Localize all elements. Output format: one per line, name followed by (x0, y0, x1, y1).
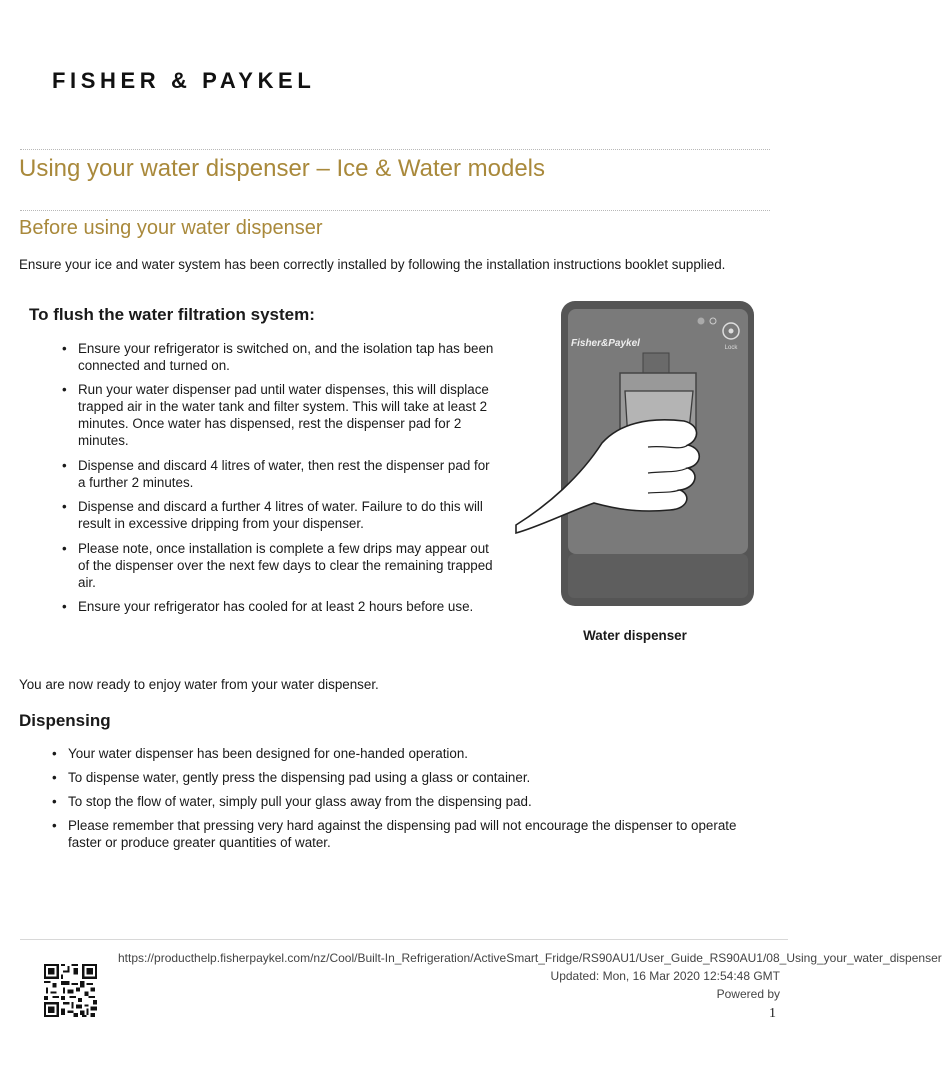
drip-tray (568, 554, 748, 598)
lock-label: Lock (724, 345, 738, 351)
updated-timestamp: Updated: Mon, 16 Mar 2020 12:54:48 GMT (550, 969, 780, 983)
list-item: • Dispense and discard a further 4 litres of water. Failure to do this will result in excessive dripping from your dispenser. (60, 498, 500, 532)
list-item: • Ensure your refrigerator is switched on, and the isolation tap has been connected and turned on. (60, 340, 500, 374)
lock-icon-dot (729, 329, 734, 334)
divider (20, 210, 770, 211)
light-icon (698, 318, 705, 325)
flush-heading: To flush the water filtration system: (29, 305, 315, 324)
brand-logo: FISHER & PAYKEL (52, 68, 316, 93)
powered-by: Powered by (716, 987, 780, 1001)
figure-caption: Water dispenser (583, 628, 687, 643)
page-number: 1 (769, 1006, 776, 1021)
section-title: Before using your water dispenser (19, 217, 323, 239)
footer-divider (20, 939, 788, 940)
flush-list (60, 340, 500, 622)
list-item: • Ensure your refrigerator has cooled for at least 2 hours before use. (60, 598, 500, 615)
list-item: • Please remember that pressing very hard against the dispensing pad will not encourage the dispenser to operate faster or produce greater quantities of water. (50, 817, 750, 851)
list-item: • Dispense and discard 4 litres of water, then rest the dispenser pad for a further 2 minutes. (60, 457, 500, 491)
dispensing-list (50, 745, 750, 858)
source-url[interactable]: https://producthelp.fisherpaykel.com/nz/Cool/Built-In_Refrigeration/ActiveSmart_Fridge/RS90AU1/User_Guide_RS90AU1/08_Using_your_water_dispenser (118, 951, 942, 965)
list-item: • To dispense water, gently press the dispensing pad using a glass or container. (50, 769, 750, 786)
water-dispenser-illustration (508, 295, 778, 615)
dispensing-heading: Dispensing (19, 711, 111, 730)
intro-text: Ensure your ice and water system has been correctly installed by following the installation instructions booklet supplied. (19, 257, 726, 272)
divider (20, 149, 770, 150)
list-item: • Please note, once installation is complete a few drips may appear out of the dispenser over the next few days to clear the remaining trapped air. (60, 540, 500, 591)
list-item: • To stop the flow of water, simply pull your glass away from the dispensing pad. (50, 793, 750, 810)
dispenser-nozzle (643, 353, 669, 373)
qr-code-icon (44, 964, 97, 1017)
panel-logo: Fisher&Paykel (571, 338, 640, 349)
ready-text: You are now ready to enjoy water from your water dispenser. (19, 677, 379, 692)
list-item: • Your water dispenser has been designed for one-handed operation. (50, 745, 750, 762)
list-item: • Run your water dispenser pad until water dispenses, this will displace trapped air in the water tank and filter system. This will take at least 2 minutes. Once water has dispensed, rest the dispenser pad for 2 minutes. (60, 381, 500, 449)
page-title: Using your water dispenser – Ice & Water models (19, 155, 545, 182)
